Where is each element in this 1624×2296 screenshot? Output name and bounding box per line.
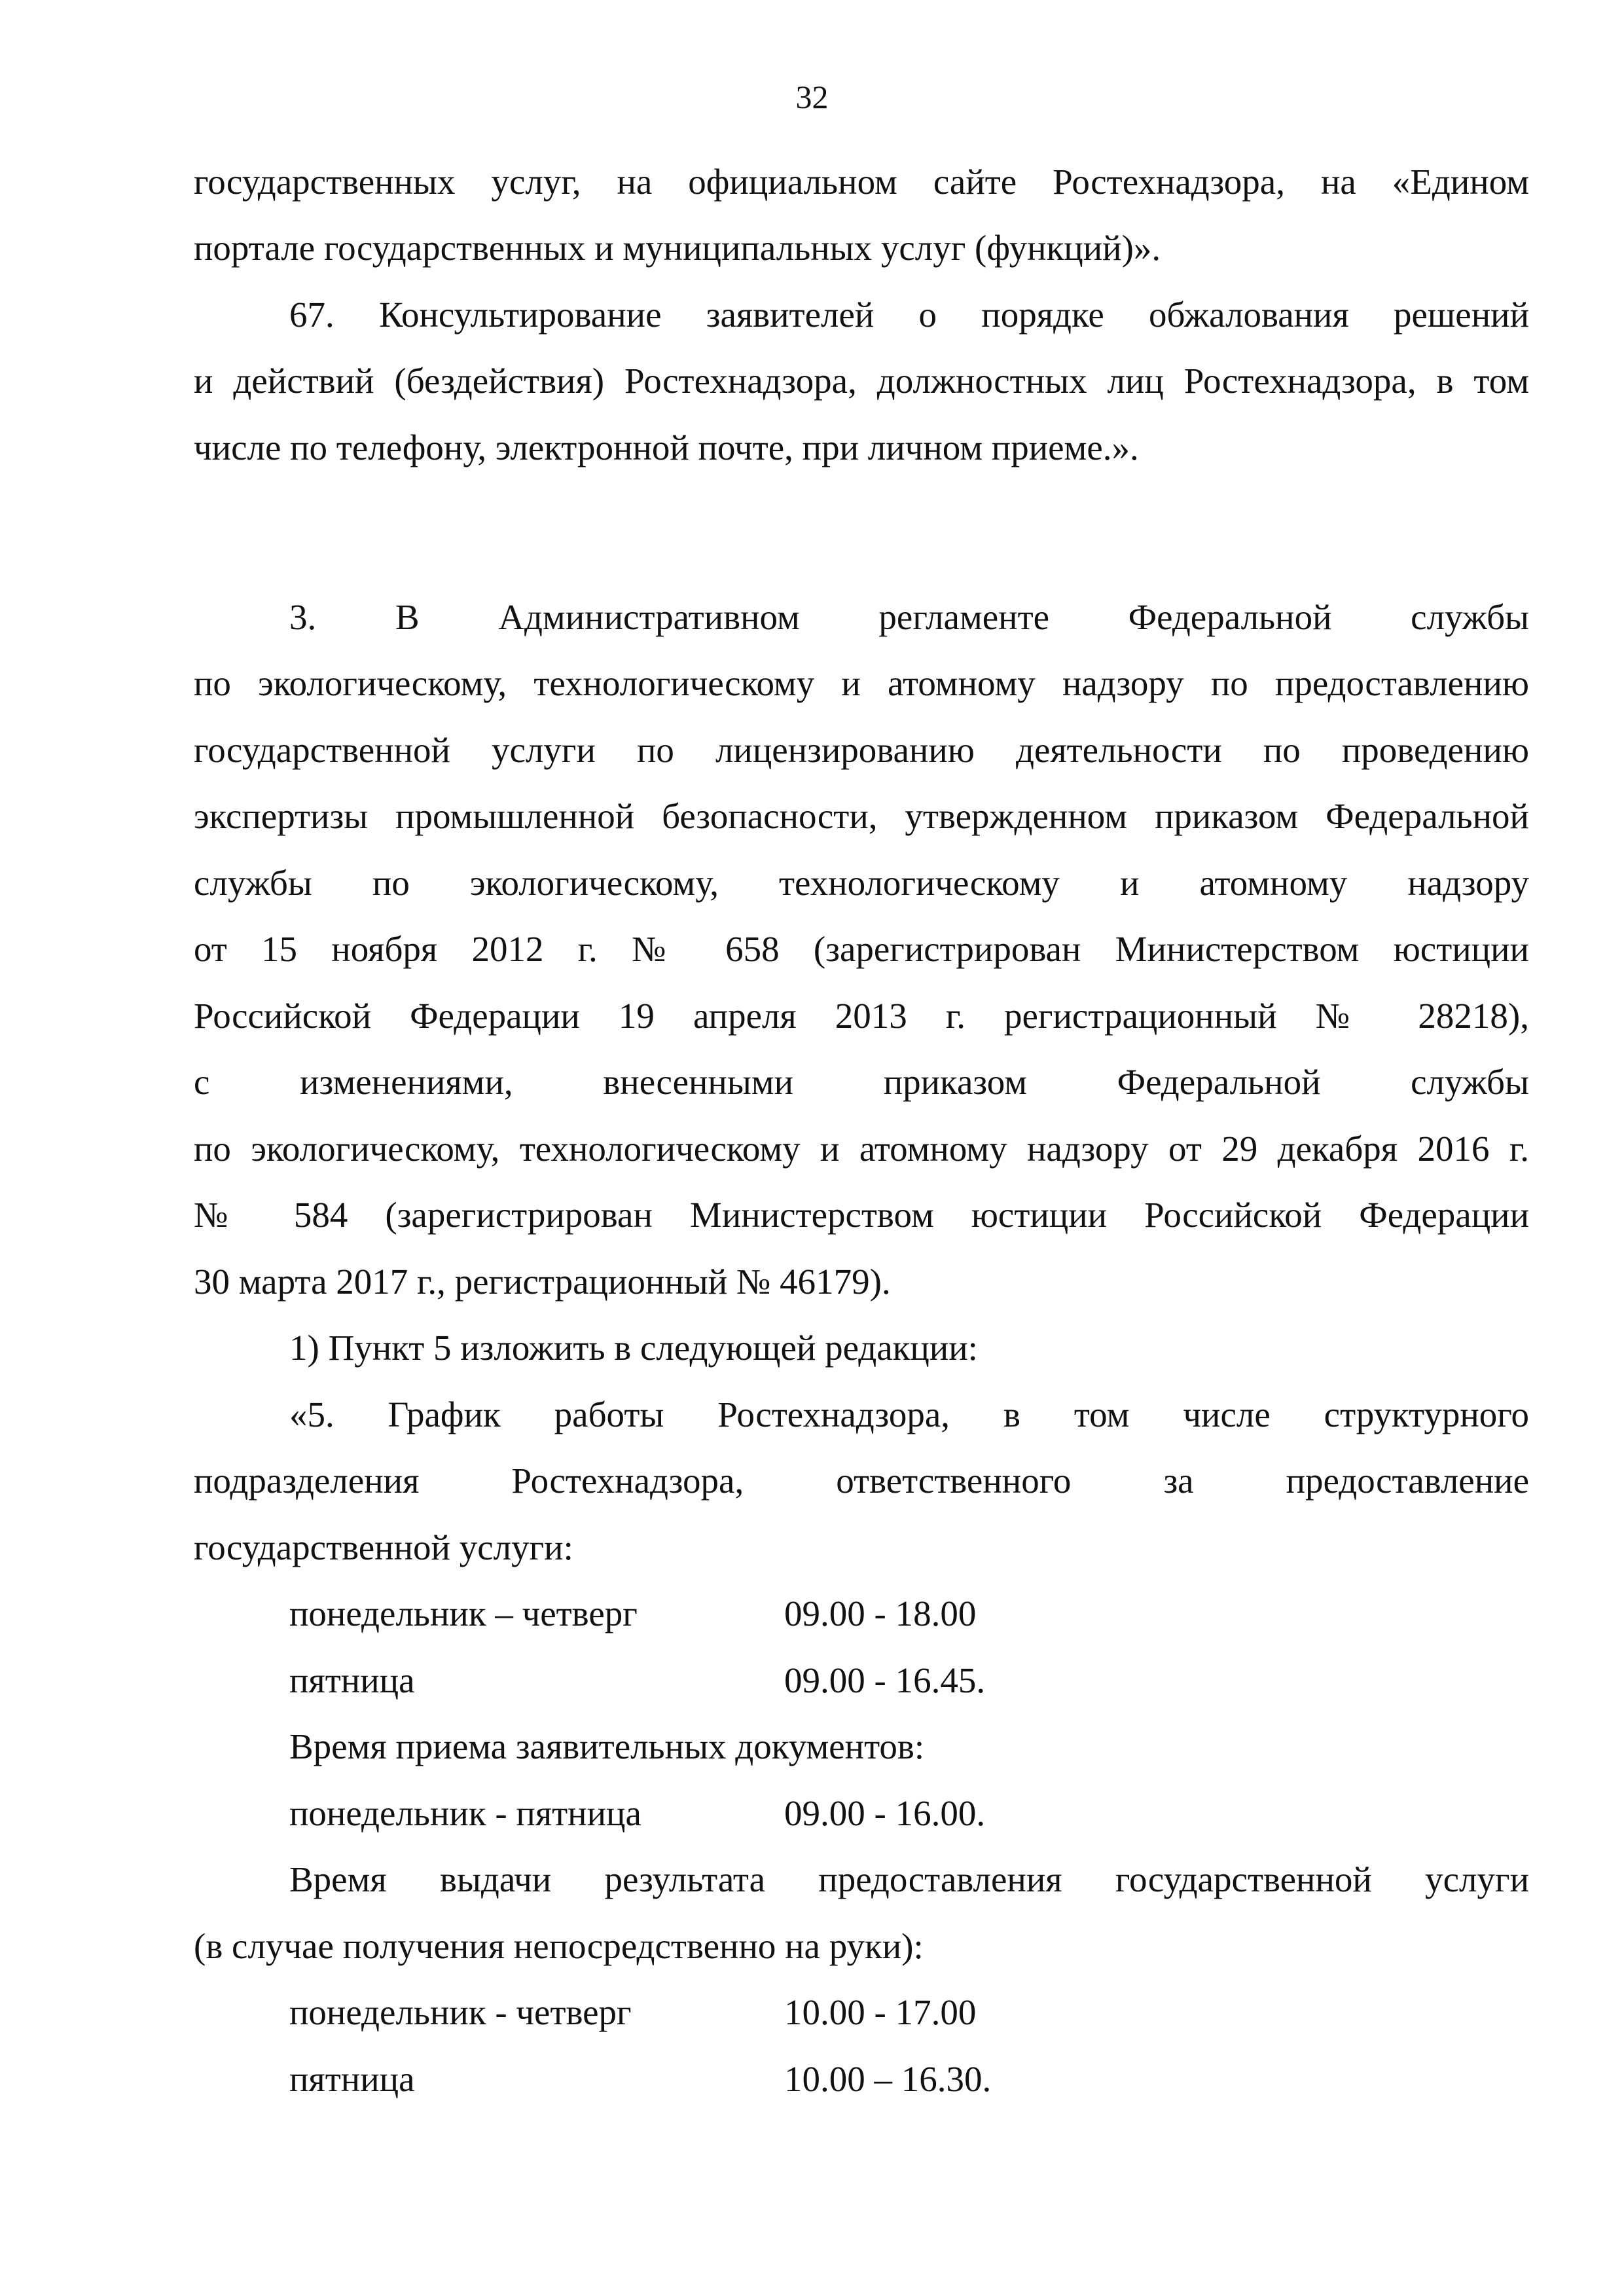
text-line: по экологическому, технологическому и атомному надзору от 29 декабря 2016 г. xyxy=(194,1129,1529,1169)
schedule-day-label: понедельник – четверг xyxy=(289,1594,638,1633)
text-line: Российской Федерации 19 апреля 2013 г. регистрационный № 28218), xyxy=(194,996,1529,1036)
schedule-day-label: пятница xyxy=(289,1660,415,1700)
text-line: 1) Пункт 5 изложить в следующей редакции: xyxy=(289,1328,978,1368)
schedule-time: 10.00 - 17.00 xyxy=(784,1992,977,2032)
text-line: государственных услуг, на официальном сайте Ростехнадзора, на «Едином xyxy=(194,162,1529,202)
text-line: государственной услуги: xyxy=(194,1527,573,1567)
text-line: (в случае получения непосредственно на руки): xyxy=(194,1926,924,1966)
text-line: подразделения Ростехнадзора, ответственного за предоставление xyxy=(194,1461,1529,1501)
schedule-time: 09.00 - 16.00. xyxy=(784,1793,986,1833)
text-line: экспертизы промышленной безопасности, утвержденном приказом Федеральной xyxy=(194,796,1529,836)
schedule-time: 10.00 – 16.30. xyxy=(784,2059,992,2099)
page-number: 32 xyxy=(795,79,829,115)
text-line: и действий (бездействия) Ростехнадзора, должностных лиц Ростехнадзора, в том xyxy=(194,361,1529,401)
text-line: портале государственных и муниципальных услуг (функций)». xyxy=(194,228,1161,268)
schedule-time: 09.00 - 18.00 xyxy=(784,1594,977,1633)
text-line: «5. График работы Ростехнадзора, в том числе структурного xyxy=(289,1394,1529,1434)
text-line: по экологическому, технологическому и атомному надзору по предоставлению xyxy=(194,663,1529,703)
text-line: от 15 ноября 2012 г. № 658 (зарегистрирован Министерством юстиции xyxy=(194,929,1529,969)
text-line: государственной услуги по лицензированию деятельности по проведению xyxy=(194,730,1529,770)
text-line: службы по экологическому, технологическому и атомному надзору xyxy=(194,863,1529,903)
text-line: 30 марта 2017 г., регистрационный № 46179). xyxy=(194,1262,891,1302)
schedule-time: 09.00 - 16.45. xyxy=(784,1660,986,1700)
text-line: числе по телефону, электронной почте, при личном приеме.». xyxy=(194,428,1139,467)
text-line: 3. В Административном регламенте Федеральной службы xyxy=(289,597,1529,637)
text-line: Время приема заявительных документов: xyxy=(289,1726,925,1766)
schedule-day-label: понедельник - четверг xyxy=(289,1992,632,2032)
text-line: 67. Консультирование заявителей о порядке обжалования решений xyxy=(289,295,1529,335)
text-line: № 584 (зарегистрирован Министерством юстиции Российской Федерации xyxy=(194,1195,1529,1235)
text-line: Время выдачи результата предоставления государственной услуги xyxy=(289,1859,1529,1899)
text-line: с изменениями, внесенными приказом Федеральной службы xyxy=(194,1062,1529,1102)
schedule-day-label: понедельник - пятница xyxy=(289,1793,641,1833)
schedule-day-label: пятница xyxy=(289,2059,415,2099)
